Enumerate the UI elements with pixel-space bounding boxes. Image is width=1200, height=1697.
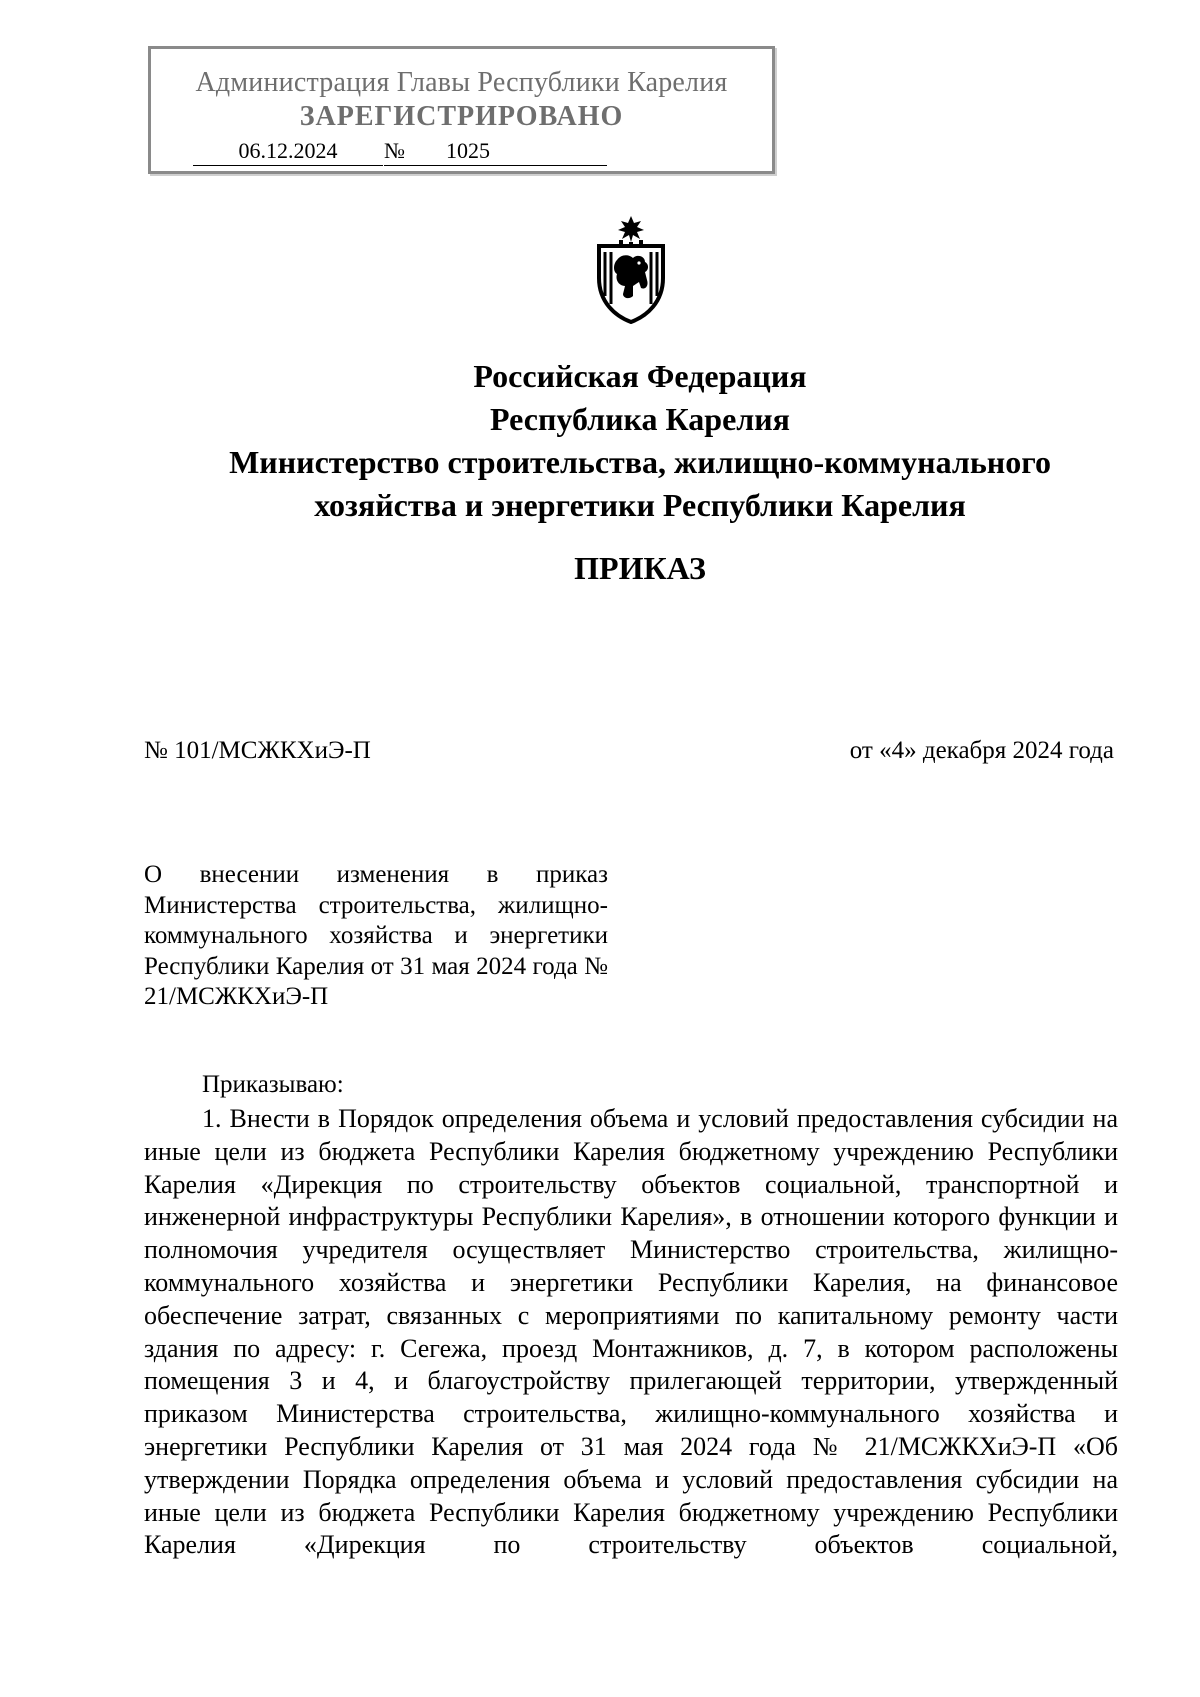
stamp-number [405,137,607,166]
order-subject: О внесении изменения в приказ Министерства строительства, жилищно-коммунального хозяйства и энергетики Республики Карелия от 31 мая 2024 года № 21/МСЖКХиЭ-П [144,861,608,1010]
header-country: Российская Федерация [473,358,807,394]
document-type: ПРИКАЗ [574,550,706,586]
registration-stamp [148,46,775,174]
header-ministry-line2: хозяйства и энергетики Республики Карелия [314,487,966,523]
karelia-coat-of-arms-icon [589,216,673,324]
stamp-status: ЗАРЕГИСТРИРОВАНО [299,101,624,132]
stamp-date: 06.12.2024 [193,137,383,166]
stamp-organization: Администрация Главы Республики Карелия [195,67,728,98]
header-republic: Республика Карелия [490,401,790,437]
order-date: от «4» декабря 2024 года [849,737,1114,764]
order-word: Приказываю: [202,1071,344,1098]
stamp-number-sign: № [384,137,406,166]
stamp-number-value: 1025 [446,138,490,163]
order-number: № 101/МСЖКХиЭ-П [144,737,371,764]
body-paragraph-1: 1. Внести в Порядок определения объема и условий предоставления субсидии на иные цели из бюджета Республики Карелия бюджетному учреждению Республики Карелия «Дирекция по строительству объектов социальной, транспортной и инженерной инфраструктуры Республики Карелия», в отношении которого функции и полномочия учредителя осуществляет Министерство строительства, жилищно-коммунального хозяйства и энергетики Республики Карелия, на финансовое обеспечение затрат, связанных с мероприятиями по капитальному ремонту части здания по адресу: г. Сегежа, проезд Монтажников, д. 7, в котором расположены помещения 3 и 4, и благоустройству прилегающей территории, утвержденный приказом Министерства строительства, жилищно-коммунального хозяйства и энергетики Республики Карелия от 31 мая 2024 года № 21/МСЖКХиЭ-П «Об утверждении Порядка определения объема и условий предоставления субсидии на иные цели из бюджета Республики Карелия бюджетному учреждению Республики Карелия «Дирекция по строительству объектов социальной, [144,1104,1118,1560]
header-ministry-line1: Министерство строительства, жилищно-коммунального [229,444,1051,480]
